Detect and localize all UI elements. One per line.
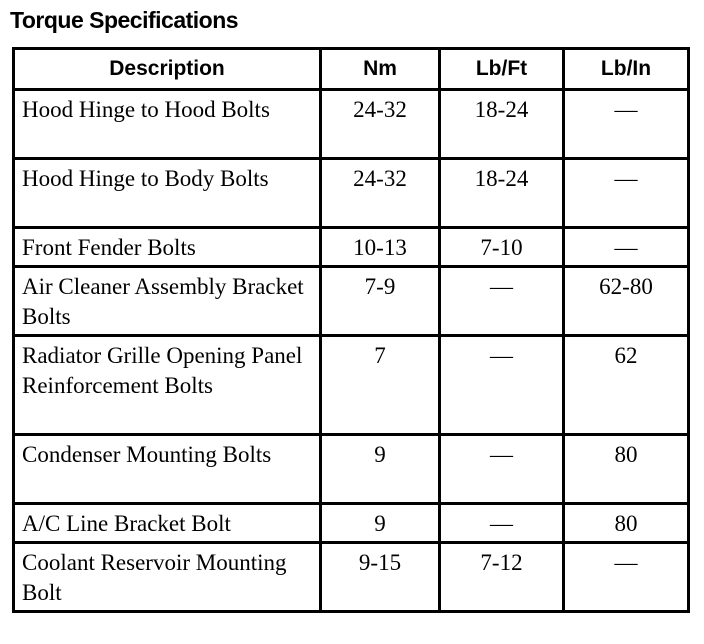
nm-cell: 7-9 [321,267,440,336]
lbft-cell: — [440,435,564,504]
description-cell: Hood Hinge to Body Bolts [14,159,321,228]
nm-cell: 10-13 [321,228,440,267]
table-row [14,267,689,336]
column-header-nm: Nm [321,49,440,90]
nm-cell: 24-32 [321,159,440,228]
nm-cell: 7 [321,336,440,435]
nm-cell: 24-32 [321,90,440,159]
lbin-cell: 80 [564,504,689,543]
lbft-cell: — [440,504,564,543]
description-cell: Hood Hinge to Hood Bolts [14,90,321,159]
description-cell: A/C Line Bracket Bolt [14,504,321,543]
nm-cell: 9-15 [321,543,440,612]
table-header-row [14,49,689,90]
lbft-cell: 7-10 [440,228,564,267]
nm-cell: 9 [321,504,440,543]
description-cell: Coolant Reservoir Mounting Bolt [14,543,321,612]
description-cell: Radiator Grille Opening Panel Reinforcement Bolts [14,336,321,435]
lbin-cell: 80 [564,435,689,504]
table-row [14,504,689,543]
description-cell: Front Fender Bolts [14,228,321,267]
lbin-cell: — [564,159,689,228]
lbft-cell: — [440,336,564,435]
description-cell: Condenser Mounting Bolts [14,435,321,504]
lbft-cell: 18-24 [440,90,564,159]
lbin-cell: — [564,543,689,612]
nm-cell: 9 [321,435,440,504]
lbin-cell: — [564,228,689,267]
lbin-cell: — [564,90,689,159]
description-cell: Air Cleaner Assembly Bracket Bolts [14,267,321,336]
table-row [14,543,689,612]
column-header-description: Description [14,49,321,90]
column-header-lbin: Lb/In [564,49,689,90]
table-row [14,336,689,435]
table-row [14,90,689,159]
table-row [14,228,689,267]
lbft-cell: 18-24 [440,159,564,228]
table-row [14,435,689,504]
lbin-cell: 62 [564,336,689,435]
torque-spec-table [12,47,690,613]
column-header-lbft: Lb/Ft [440,49,564,90]
table-row [14,159,689,228]
lbft-cell: 7-12 [440,543,564,612]
lbft-cell: — [440,267,564,336]
lbin-cell: 62-80 [564,267,689,336]
page-title: Torque Specifications [10,7,239,33]
